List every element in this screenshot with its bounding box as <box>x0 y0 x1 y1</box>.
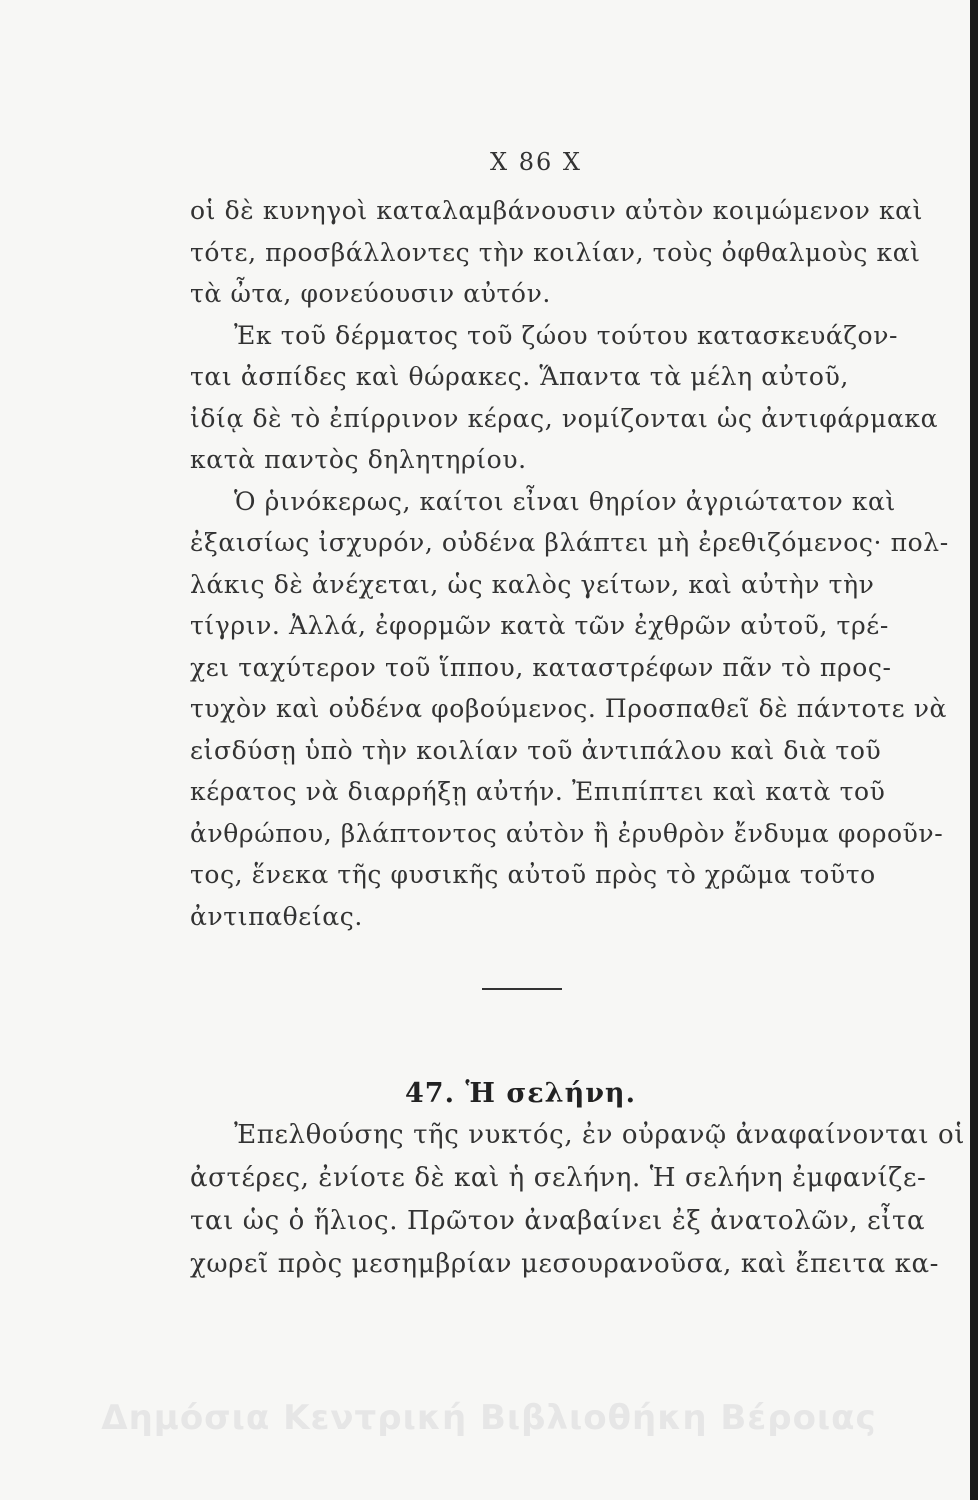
library-watermark: Δημόσια Κεντρική Βιβλιοθήκη Βέροιας <box>101 1398 877 1438</box>
body-text-bottom <box>190 1114 966 1286</box>
text-line: Ὁ ῥινόκερως, καίτοι εἶναι θηρίον ἀγριώτατον καὶ <box>234 486 896 516</box>
text-line: κατὰ παντὸς δηλητηρίου. <box>190 445 527 474</box>
text-line: τυχὸν καὶ οὐδένα φοβούμενος. Προσπαθεῖ δὲ πάντοτε νὰ <box>190 694 948 723</box>
text-line: λάκις δὲ ἀνέχεται, ὡς καλὸς γείτων, καὶ αὐτὴν τὴν <box>190 569 875 599</box>
page-edge-shadow <box>970 0 978 1500</box>
text-line: τίγριν. Ἀλλά, ἐφορμῶν κατὰ τῶν ἐχθρῶν αὐτοῦ, τρέ- <box>190 611 889 640</box>
text-line: κέρατος νὰ διαρρήξῃ αὐτήν. Ἐπιπίπτει καὶ κατὰ τοῦ <box>190 777 886 806</box>
body-text-top <box>190 190 949 937</box>
text-line: χωρεῖ πρὸς μεσημβρίαν μεσουρανοῦσα, καὶ ἔπειτα κα- <box>190 1249 940 1279</box>
text-line: ἀστέρες, ἐνίοτε δὲ καὶ ἡ σελήνη. Ἡ σελήνη ἐμφανίζε- <box>190 1163 927 1193</box>
text-line: ται ὡς ὁ ἥλιος. Πρῶτον ἀναβαίνει ἐξ ἀνατολῶν, εἶτα <box>190 1206 926 1236</box>
text-line: Ἐκ τοῦ δέρματος τοῦ ζώου τούτου κατασκευάζον- <box>234 320 899 350</box>
page-number: Χ 86 Χ <box>490 148 582 176</box>
text-line: τος, ἕνεκα τῆς φυσικῆς αὐτοῦ πρὸς τὸ χρῶμα τοῦτο <box>190 860 876 889</box>
text-line: ἐξαισίως ἰσχυρόν, οὐδένα βλάπτει μὴ ἐρεθιζόμενος· πολ- <box>190 528 949 557</box>
text-line: Ἐπελθούσης τῆς νυκτός, ἐν οὐρανῷ ἀναφαίνονται οἱ <box>234 1120 966 1150</box>
text-line: τὰ ὦτα, φονεύουσιν αὐτόν. <box>190 279 551 308</box>
section-heading: 47. Ἡ σελήνη. <box>405 1078 636 1109</box>
text-line: ἀντιπαθείας. <box>190 901 363 931</box>
text-line: χει ταχύτερον τοῦ ἵππου, καταστρέφων πᾶν τὸ προς- <box>190 652 892 682</box>
text-line: οἱ δὲ κυνηγοὶ καταλαμβάνουσιν αὐτὸν κοιμώμενον καὶ <box>190 196 924 225</box>
text-line: ται ἀσπίδες καὶ θώρακες. Ἅπαντα τὰ μέλη αὐτοῦ, <box>190 362 849 391</box>
section-divider <box>482 988 562 990</box>
text-line: ἰδίᾳ δὲ τὸ ἐπίρρινον κέρας, νομίζονται ὡς ἀντιφάρμακα <box>190 403 939 433</box>
text-line: τότε, προσβάλλοντες τὴν κοιλίαν, τοὺς ὀφθαλμοὺς καὶ <box>190 237 921 267</box>
text-line: εἰσδύσῃ ὑπὸ τὴν κοιλίαν τοῦ ἀντιπάλου καὶ διὰ τοῦ <box>190 735 882 765</box>
text-line: ἀνθρώπου, βλάπτοντος αὐτὸν ἢ ἐρυθρὸν ἔνδυμα φοροῦν- <box>190 818 944 848</box>
